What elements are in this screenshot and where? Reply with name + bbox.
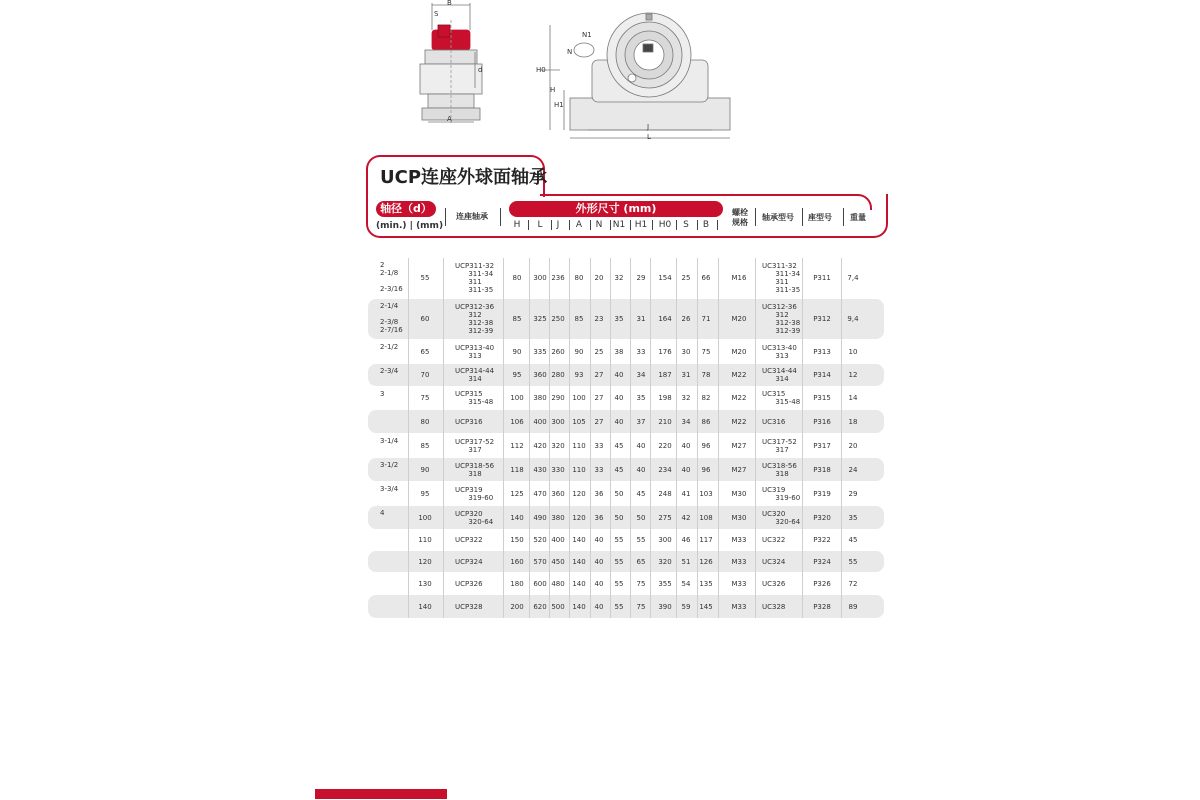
cell-unit: UCP316 <box>455 417 483 426</box>
bearing-technical-drawing <box>400 0 760 150</box>
dim-col-h0: H0 <box>658 220 672 230</box>
cell-l: 470 <box>533 489 547 498</box>
cell-n1: 55 <box>614 557 624 566</box>
cell-s: 40 <box>681 465 691 474</box>
cell-j: 330 <box>551 465 565 474</box>
cell-inch: 3-3/4 <box>380 485 399 493</box>
cell-h0: 320 <box>658 557 672 566</box>
cell-b: 82 <box>701 394 711 402</box>
cell-n1: 45 <box>614 465 624 474</box>
cell-h: 112 <box>510 441 524 450</box>
cell-bolt: M22 <box>731 394 747 402</box>
cell-l: 420 <box>533 441 547 450</box>
cell-s: 30 <box>681 347 691 356</box>
cell-j: 250 <box>551 315 565 323</box>
cell-b: 96 <box>701 465 711 474</box>
front-view <box>540 13 730 138</box>
cell-unit: UCP326 <box>455 579 483 588</box>
cell-bolt: M20 <box>731 347 747 356</box>
cell-s: 25 <box>681 274 691 282</box>
dim-col-n1: N1 <box>612 220 626 230</box>
cell-b: 86 <box>701 417 711 426</box>
cell-bearing: UC324 <box>762 557 786 566</box>
cell-b: 145 <box>699 602 713 611</box>
cell-h1: 33 <box>636 347 646 356</box>
table-column-divider <box>755 258 756 618</box>
label-s: S <box>434 10 439 18</box>
cell-l: 430 <box>533 465 547 474</box>
cell-bearing: UC319 319-60 <box>762 485 801 502</box>
cell-n: 23 <box>594 315 604 323</box>
cell-s: 42 <box>681 513 691 522</box>
cell-mm: 75 <box>420 394 430 402</box>
cell-h: 85 <box>512 315 522 323</box>
cell-h: 95 <box>512 371 522 379</box>
cell-mm: 140 <box>418 602 432 611</box>
cell-b: 135 <box>699 579 713 588</box>
table-column-divider <box>408 258 409 618</box>
cell-s: 41 <box>681 489 691 498</box>
cell-housing: P320 <box>813 513 831 522</box>
housing-no-header: 座型号 <box>808 213 832 222</box>
cell-b: 75 <box>701 347 711 356</box>
cell-inch: 2-1/2 <box>380 343 399 351</box>
cell-h1: 40 <box>636 441 646 450</box>
cell-mm: 65 <box>420 347 430 356</box>
table-column-divider <box>590 258 591 618</box>
cell-a: 105 <box>572 417 586 426</box>
dim-col-n: N <box>595 220 603 230</box>
cell-inch: 3-1/4 <box>380 437 399 445</box>
cell-h1: 34 <box>636 371 646 379</box>
table-column-divider <box>676 258 677 618</box>
bolt-header: 螺栓 <box>732 208 748 217</box>
cell-s: 46 <box>681 535 691 544</box>
label-b: B <box>447 0 452 7</box>
cell-h: 125 <box>510 489 524 498</box>
cell-inch: 2-1/4 2-3/8 2-7/16 <box>380 302 403 334</box>
cell-unit: UCP315 315-48 <box>455 390 494 406</box>
cell-mm: 130 <box>418 579 432 588</box>
header-separator <box>445 208 446 226</box>
cell-s: 31 <box>681 371 691 379</box>
cell-l: 520 <box>533 535 547 544</box>
header-separator <box>500 208 501 226</box>
cell-weight: 89 <box>848 602 858 611</box>
cell-h0: 275 <box>658 513 672 522</box>
cell-mm: 80 <box>420 417 430 426</box>
label-h0: H0 <box>536 66 546 74</box>
cell-weight: 55 <box>848 557 858 566</box>
cell-h: 90 <box>512 347 522 356</box>
cell-s: 59 <box>681 602 691 611</box>
cell-j: 450 <box>551 557 565 566</box>
cell-h: 140 <box>510 513 524 522</box>
cell-h0: 154 <box>658 274 672 282</box>
cell-h0: 220 <box>658 441 672 450</box>
dim-col-l: L <box>537 220 543 230</box>
cell-weight: 12 <box>848 371 858 379</box>
cell-unit: UCP324 <box>455 557 483 566</box>
cell-n: 36 <box>594 489 604 498</box>
table-column-divider <box>718 258 719 618</box>
cell-housing: P326 <box>813 579 831 588</box>
cell-b: 66 <box>701 274 711 282</box>
cell-n: 27 <box>594 394 604 402</box>
table-column-divider <box>697 258 698 618</box>
bolt-spec-header: 规格 <box>732 218 748 227</box>
header-separator <box>652 220 653 230</box>
cell-a: 120 <box>572 513 586 522</box>
cell-bolt: M33 <box>731 557 747 566</box>
cell-n1: 55 <box>614 602 624 611</box>
table-column-divider <box>443 258 444 618</box>
table-column-divider <box>650 258 651 618</box>
cell-h1: 40 <box>636 465 646 474</box>
cell-unit: UCP328 <box>455 602 483 611</box>
cell-bolt: M33 <box>731 579 747 588</box>
cell-h0: 355 <box>658 579 672 588</box>
bearing-no-header: 轴承型号 <box>762 213 794 222</box>
cell-mm: 70 <box>420 371 430 379</box>
cell-h1: 29 <box>636 274 646 282</box>
cell-n1: 50 <box>614 513 624 522</box>
cell-h1: 75 <box>636 602 646 611</box>
cell-a: 93 <box>574 371 584 379</box>
cell-bolt: M33 <box>731 535 747 544</box>
cell-unit: UCP312-36 312 312-38 312-39 <box>455 303 495 335</box>
cell-inch: 4 <box>380 509 385 517</box>
cell-bearing: UC328 <box>762 602 786 611</box>
cell-unit: UCP322 <box>455 535 483 544</box>
cell-n1: 40 <box>614 417 624 426</box>
page-title: UCP连座外球面轴承 <box>380 167 548 188</box>
dim-col-s: S <box>683 220 689 230</box>
cell-housing: P313 <box>813 347 831 356</box>
cell-weight: 35 <box>848 513 858 522</box>
cell-b: 126 <box>699 557 713 566</box>
dim-col-j: J <box>556 220 560 230</box>
cell-j: 280 <box>551 371 565 379</box>
cell-j: 236 <box>551 274 565 282</box>
table-column-divider <box>503 258 504 618</box>
cell-unit: UCP320 320-64 <box>455 509 494 526</box>
cell-unit: UCP314-44 314 <box>455 367 495 383</box>
cell-h0: 187 <box>658 371 672 379</box>
header-separator <box>755 208 756 226</box>
cell-weight: 14 <box>848 394 858 402</box>
cell-bearing: UC315 315-48 <box>762 390 801 406</box>
cell-a: 140 <box>572 557 586 566</box>
cell-unit: UCP313-40 313 <box>455 343 495 360</box>
cell-n: 20 <box>594 274 604 282</box>
cell-n: 36 <box>594 513 604 522</box>
cell-bolt: M22 <box>731 371 747 379</box>
cell-n1: 55 <box>614 579 624 588</box>
cell-h0: 390 <box>658 602 672 611</box>
header-separator <box>802 208 803 226</box>
cell-h1: 45 <box>636 489 646 498</box>
footer-accent-bar <box>315 789 447 799</box>
cell-h1: 35 <box>636 394 646 402</box>
cell-j: 360 <box>551 489 565 498</box>
cell-b: 71 <box>701 315 711 323</box>
cell-housing: P317 <box>813 441 831 450</box>
cell-mm: 55 <box>420 274 430 282</box>
label-l: L <box>647 133 651 141</box>
header-separator <box>528 220 529 230</box>
cell-bearing: UC311-32 311-34 311 311-35 <box>762 262 801 294</box>
cell-h: 200 <box>510 602 524 611</box>
table-column-divider <box>549 258 550 618</box>
cell-housing: P312 <box>813 315 831 323</box>
cell-inch: 3-1/2 <box>380 461 399 469</box>
cell-b: 117 <box>699 535 713 544</box>
cell-housing: P316 <box>813 417 831 426</box>
cell-a: 120 <box>572 489 586 498</box>
cell-h1: 55 <box>636 535 646 544</box>
cell-unit: UCP318-56 318 <box>455 461 495 478</box>
cell-n: 40 <box>594 602 604 611</box>
cell-b: 103 <box>699 489 713 498</box>
cell-h0: 248 <box>658 489 672 498</box>
cell-weight: 72 <box>848 579 858 588</box>
cell-j: 400 <box>551 535 565 544</box>
cell-a: 140 <box>572 535 586 544</box>
cell-bearing: UC316 <box>762 417 786 426</box>
cell-n: 33 <box>594 465 604 474</box>
cell-weight: 29 <box>848 489 858 498</box>
cell-h0: 198 <box>658 394 672 402</box>
cell-j: 300 <box>551 417 565 426</box>
weight-header: 重量 <box>850 213 866 222</box>
cell-s: 26 <box>681 315 691 323</box>
cell-n1: 35 <box>614 315 624 323</box>
cell-weight: 9,4 <box>847 315 859 323</box>
cell-bolt: M30 <box>731 489 747 498</box>
shaft-diameter-pill: 轴径（d） <box>376 201 436 217</box>
cell-mm: 100 <box>418 513 432 522</box>
cell-housing: P328 <box>813 602 831 611</box>
label-h: H <box>550 86 556 94</box>
cell-housing: P322 <box>813 535 831 544</box>
cell-bearing: UC322 <box>762 535 786 544</box>
cell-s: 34 <box>681 417 691 426</box>
label-n1: N1 <box>582 31 592 39</box>
label-d: d <box>478 66 483 74</box>
cell-j: 320 <box>551 441 565 450</box>
cell-mm: 60 <box>420 315 430 323</box>
cell-bearing: UC320 320-64 <box>762 509 801 526</box>
table-column-divider <box>569 258 570 618</box>
table-column-divider <box>529 258 530 618</box>
cell-j: 500 <box>551 602 565 611</box>
cell-n1: 45 <box>614 441 624 450</box>
table-column-divider <box>610 258 611 618</box>
cell-n: 40 <box>594 535 604 544</box>
cell-bolt: M16 <box>731 274 747 282</box>
cell-mm: 90 <box>420 465 430 474</box>
cell-l: 300 <box>533 274 547 282</box>
cell-weight: 45 <box>848 535 858 544</box>
cell-j: 380 <box>551 513 565 522</box>
cell-bolt: M30 <box>731 513 747 522</box>
cell-n1: 40 <box>614 371 624 379</box>
cell-bolt: M33 <box>731 602 747 611</box>
cell-mm: 110 <box>418 535 432 544</box>
label-a: A <box>447 115 452 123</box>
cell-l: 600 <box>533 579 547 588</box>
cell-weight: 18 <box>848 417 858 426</box>
cell-j: 480 <box>551 579 565 588</box>
cell-h0: 210 <box>658 417 672 426</box>
label-n: N <box>567 48 573 56</box>
cell-mm: 120 <box>418 557 432 566</box>
cell-mm: 85 <box>420 441 430 450</box>
cell-bearing: UC318-56 318 <box>762 461 797 478</box>
cell-l: 325 <box>533 315 547 323</box>
cell-s: 54 <box>681 579 691 588</box>
cell-bearing: UC312-36 312 312-38 312-39 <box>762 303 801 335</box>
dim-col-a: A <box>575 220 583 230</box>
cell-s: 32 <box>681 394 691 402</box>
cell-n: 40 <box>594 557 604 566</box>
cell-h: 118 <box>510 465 524 474</box>
cell-h1: 50 <box>636 513 646 522</box>
cell-h1: 31 <box>636 315 646 323</box>
cell-inch: 2 2-1/8 2-3/16 <box>380 261 403 293</box>
label-h1: H1 <box>554 101 564 109</box>
cell-housing: P314 <box>813 371 831 379</box>
cell-housing: P311 <box>813 274 831 282</box>
cell-n: 40 <box>594 579 604 588</box>
cell-unit: UCP317-52 317 <box>455 437 495 454</box>
cell-n: 25 <box>594 347 604 356</box>
cell-s: 40 <box>681 441 691 450</box>
cell-mm: 95 <box>420 489 430 498</box>
dim-col-h: H <box>513 220 521 230</box>
cell-h0: 176 <box>658 347 672 356</box>
dimensions-pill: 外形尺寸 (mm) <box>509 201 723 217</box>
cell-n1: 40 <box>614 394 624 402</box>
cell-l: 620 <box>533 602 547 611</box>
cell-h1: 75 <box>636 579 646 588</box>
header-separator <box>843 208 844 226</box>
cell-bearing: UC317-52 317 <box>762 437 797 454</box>
cell-l: 570 <box>533 557 547 566</box>
cell-l: 490 <box>533 513 547 522</box>
cell-l: 360 <box>533 371 547 379</box>
dim-col-h1: H1 <box>634 220 648 230</box>
cell-s: 51 <box>681 557 691 566</box>
cell-inch: 3 <box>380 390 385 398</box>
cell-unit: UCP319 319-60 <box>455 485 494 502</box>
cell-h: 150 <box>510 535 524 544</box>
cell-bearing: UC314-44 314 <box>762 367 797 383</box>
cell-n1: 32 <box>614 274 624 282</box>
dim-col-b: B <box>702 220 710 230</box>
cell-h: 160 <box>510 557 524 566</box>
cell-h: 180 <box>510 579 524 588</box>
cell-weight: 24 <box>848 465 858 474</box>
table-column-divider <box>841 258 842 618</box>
cell-housing: P319 <box>813 489 831 498</box>
cell-a: 80 <box>574 274 584 282</box>
cell-l: 335 <box>533 347 547 356</box>
cell-a: 140 <box>572 602 586 611</box>
cell-weight: 20 <box>848 441 858 450</box>
cell-housing: P318 <box>813 465 831 474</box>
cell-a: 100 <box>572 394 586 402</box>
cell-bolt: M20 <box>731 315 747 323</box>
cell-h1: 65 <box>636 557 646 566</box>
cell-housing: P315 <box>813 394 831 402</box>
cell-weight: 10 <box>848 347 858 356</box>
cell-h: 80 <box>512 274 522 282</box>
cell-h0: 164 <box>658 315 672 323</box>
cell-b: 108 <box>699 513 713 522</box>
cell-housing: P324 <box>813 557 831 566</box>
bearing-unit-header: 连座轴承 <box>456 212 488 221</box>
cell-inch: 2-3/4 <box>380 367 399 375</box>
cell-a: 90 <box>574 347 584 356</box>
cell-j: 260 <box>551 347 565 356</box>
table-column-divider <box>802 258 803 618</box>
cell-h1: 37 <box>636 417 646 426</box>
cell-n1: 55 <box>614 535 624 544</box>
cell-bolt: M27 <box>731 465 747 474</box>
cell-bolt: M22 <box>731 417 747 426</box>
shaft-units-label: (min.) | (mm) <box>376 221 444 231</box>
cell-a: 110 <box>572 441 586 450</box>
cell-h: 100 <box>510 394 524 402</box>
cell-n: 27 <box>594 371 604 379</box>
cell-bearing: UC313-40 313 <box>762 343 797 360</box>
table-column-divider <box>630 258 631 618</box>
cell-h0: 300 <box>658 535 672 544</box>
cell-a: 85 <box>574 315 584 323</box>
cell-a: 140 <box>572 579 586 588</box>
cell-n1: 50 <box>614 489 624 498</box>
cell-b: 78 <box>701 371 711 379</box>
cell-n: 33 <box>594 441 604 450</box>
cell-bolt: M27 <box>731 441 747 450</box>
cell-b: 96 <box>701 441 711 450</box>
cell-h0: 234 <box>658 465 672 474</box>
cell-n: 27 <box>594 417 604 426</box>
cell-unit: UCP311-32 311-34 311 311-35 <box>455 262 495 294</box>
header-separator <box>717 220 718 230</box>
cell-a: 110 <box>572 465 586 474</box>
cell-n1: 38 <box>614 347 624 356</box>
cell-l: 380 <box>533 394 547 402</box>
side-view <box>420 3 482 125</box>
cell-bearing: UC326 <box>762 579 786 588</box>
cell-j: 290 <box>551 394 565 402</box>
cell-l: 400 <box>533 417 547 426</box>
cell-weight: 7,4 <box>847 274 859 282</box>
label-j: J <box>647 123 650 131</box>
cell-h: 106 <box>510 417 524 426</box>
